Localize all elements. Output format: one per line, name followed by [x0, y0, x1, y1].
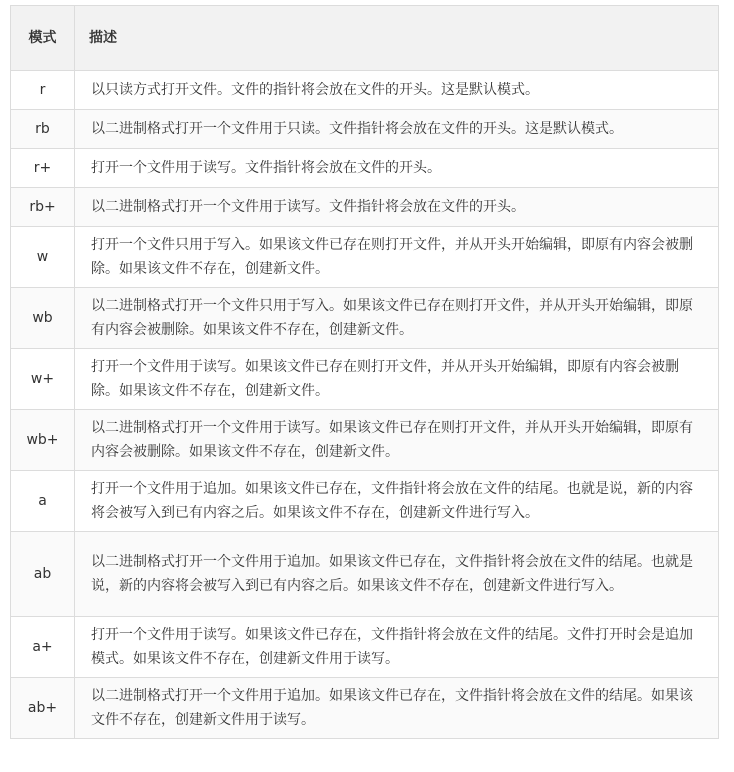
table-row: [11, 410, 719, 471]
description-cell: 打开一个文件用于追加。如果该文件已存在，文件指针将会放在文件的结尾。也就是说，新的内容将会被写入到已有内容之后。如果该文件不存在，创建新文件进行写入。: [75, 471, 719, 532]
file-mode-table: [10, 5, 719, 739]
table-row: [11, 349, 719, 410]
description-cell: 以只读方式打开文件。文件的指针将会放在文件的开头。这是默认模式。: [75, 71, 719, 110]
table-row: [11, 110, 719, 149]
description-cell: 以二进制格式打开一个文件用于读写。文件指针将会放在文件的开头。: [75, 188, 719, 227]
header-mode: 模式: [11, 6, 75, 71]
mode-cell: r+: [11, 149, 75, 188]
mode-cell: ab: [11, 532, 75, 617]
table-row: [11, 532, 719, 617]
mode-cell: w: [11, 227, 75, 288]
header-description: 描述: [75, 6, 719, 71]
description-cell: 打开一个文件只用于写入。如果该文件已存在则打开文件，并从开头开始编辑，即原有内容会被删除。如果该文件不存在，创建新文件。: [75, 227, 719, 288]
mode-cell: a+: [11, 617, 75, 678]
table-row: [11, 288, 719, 349]
description-cell: 以二进制格式打开一个文件用于只读。文件指针将会放在文件的开头。这是默认模式。: [75, 110, 719, 149]
table-row: [11, 227, 719, 288]
description-cell: 以二进制格式打开一个文件用于读写。如果该文件已存在则打开文件，并从开头开始编辑，即原有内容会被删除。如果该文件不存在，创建新文件。: [75, 410, 719, 471]
table-header-row: [11, 6, 719, 71]
description-cell: 以二进制格式打开一个文件用于追加。如果该文件已存在，文件指针将会放在文件的结尾。也就是说，新的内容将会被写入到已有内容之后。如果该文件不存在，创建新文件进行写入。: [75, 532, 719, 617]
table-row: [11, 617, 719, 678]
mode-cell: w+: [11, 349, 75, 410]
table-row: [11, 149, 719, 188]
table-row: [11, 188, 719, 227]
mode-cell: a: [11, 471, 75, 532]
table-row: [11, 71, 719, 110]
description-cell: 以二进制格式打开一个文件只用于写入。如果该文件已存在则打开文件，并从开头开始编辑，即原有内容会被删除。如果该文件不存在，创建新文件。: [75, 288, 719, 349]
mode-cell: wb: [11, 288, 75, 349]
mode-cell: r: [11, 71, 75, 110]
description-cell: 打开一个文件用于读写。文件指针将会放在文件的开头。: [75, 149, 719, 188]
mode-cell: ab+: [11, 678, 75, 739]
table-row: [11, 678, 719, 739]
description-cell: 打开一个文件用于读写。如果该文件已存在，文件指针将会放在文件的结尾。文件打开时会是追加模式。如果该文件不存在，创建新文件用于读写。: [75, 617, 719, 678]
mode-cell: wb+: [11, 410, 75, 471]
table-row: [11, 471, 719, 532]
mode-cell: rb+: [11, 188, 75, 227]
description-cell: 以二进制格式打开一个文件用于追加。如果该文件已存在，文件指针将会放在文件的结尾。如果该文件不存在，创建新文件用于读写。: [75, 678, 719, 739]
mode-cell: rb: [11, 110, 75, 149]
description-cell: 打开一个文件用于读写。如果该文件已存在则打开文件，并从开头开始编辑，即原有内容会被删除。如果该文件不存在，创建新文件。: [75, 349, 719, 410]
